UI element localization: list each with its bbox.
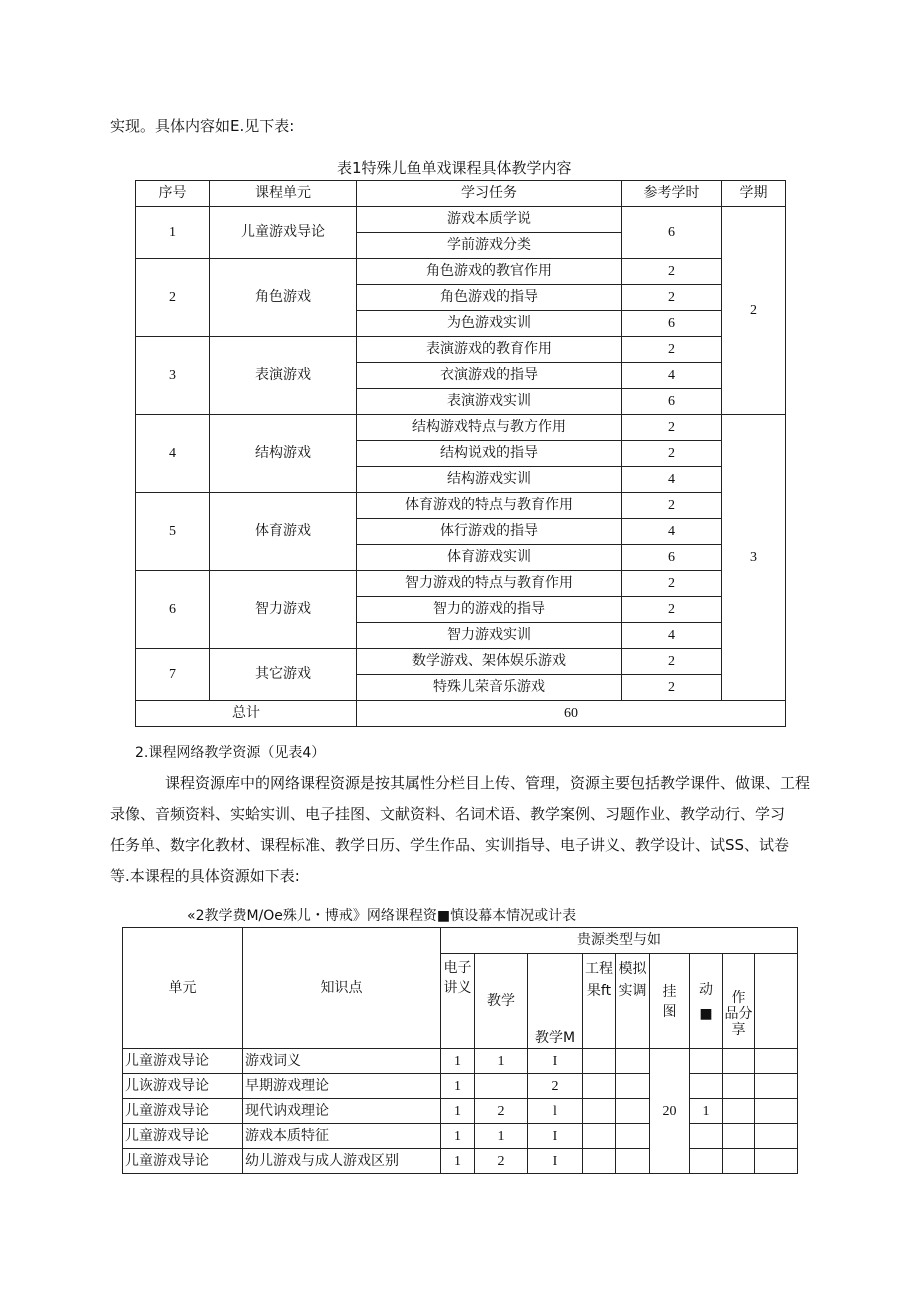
table-row xyxy=(123,1074,798,1099)
total-label: 总计 xyxy=(136,701,357,727)
unit-name: 儿童游戏导论 xyxy=(210,207,357,259)
task: 体育游戏实训 xyxy=(357,545,622,571)
unit-name: 表演游戏 xyxy=(210,337,357,415)
row-number: 1 xyxy=(136,207,210,259)
hours: 2 xyxy=(622,675,722,701)
value-cell: 1 xyxy=(441,1124,475,1149)
value-cell: I xyxy=(528,1049,583,1074)
task: 智力游戏实训 xyxy=(357,623,622,649)
table2-caption: «2教学费M/Oe殊儿・博戒》网络课程资■慎设幕本情况或计表 xyxy=(187,908,577,924)
value-cell: 1 xyxy=(475,1124,528,1149)
col-header-teaching-m xyxy=(528,954,583,1049)
table-row xyxy=(123,1099,798,1124)
paragraph-line: 录像、音频资料、实蛤实训、电子挂图、文献资料、名词术语、教学案例、习题作业、教学动行、学习 xyxy=(110,805,786,823)
value-cell xyxy=(723,1124,755,1149)
unit-cell: 儿童游戏导论 xyxy=(123,1124,243,1149)
task: 表演游戏实训 xyxy=(357,389,622,415)
task: 特殊儿荣音乐游戏 xyxy=(357,675,622,701)
value-cell xyxy=(755,1099,798,1124)
hours: 2 xyxy=(622,493,722,519)
header-text: 工程 xyxy=(585,961,613,977)
value-cell xyxy=(583,1074,616,1099)
task: 角色游戏的指导 xyxy=(357,285,622,311)
value-cell xyxy=(616,1149,650,1174)
value-cell xyxy=(475,1074,528,1099)
task: 表演游戏的教育作用 xyxy=(357,337,622,363)
header-text: 品分 xyxy=(724,1006,753,1022)
value-cell: I xyxy=(528,1149,583,1174)
value-cell xyxy=(616,1124,650,1149)
table1-caption: 表1特殊儿鱼单戏课程具体教学内容 xyxy=(337,159,572,177)
hours: 2 xyxy=(622,441,722,467)
course-content-table xyxy=(135,180,786,727)
header-text: 实调 xyxy=(618,983,647,999)
hours: 6 xyxy=(622,311,722,337)
value-cell: l xyxy=(528,1099,583,1124)
value-cell xyxy=(690,1049,723,1074)
hours: 4 xyxy=(622,363,722,389)
header-text: 挂 xyxy=(662,984,677,1000)
task: 结构游戏实训 xyxy=(357,467,622,493)
value-cell: 1 xyxy=(441,1074,475,1099)
hours: 2 xyxy=(622,337,722,363)
header-text: 享 xyxy=(731,1022,746,1038)
hours: 2 xyxy=(622,571,722,597)
table-row xyxy=(136,207,786,233)
task: 体行游戏的指导 xyxy=(357,519,622,545)
task: 智力的游戏的指导 xyxy=(357,597,622,623)
table-row xyxy=(136,493,786,519)
hours: 2 xyxy=(622,649,722,675)
table-row xyxy=(136,415,786,441)
header-text: 教学M xyxy=(534,1030,576,1046)
table-header-row xyxy=(136,181,786,207)
merged-value-cell: 20 xyxy=(650,1049,690,1174)
col-header: 参考学时 xyxy=(622,181,722,207)
row-number: 3 xyxy=(136,337,210,415)
row-number: 2 xyxy=(136,259,210,337)
col-header-group: 贵源类型与如 xyxy=(441,928,798,954)
intro-line: 实现。具体内容如E.见下表: xyxy=(110,117,295,135)
row-number: 5 xyxy=(136,493,210,571)
hours: 2 xyxy=(622,415,722,441)
task: 结构游戏特点与教方作用 xyxy=(357,415,622,441)
point-cell: 游戏词义 xyxy=(243,1049,441,1074)
hours: 4 xyxy=(622,519,722,545)
value-cell xyxy=(755,1124,798,1149)
value-cell xyxy=(723,1074,755,1099)
table-row xyxy=(136,649,786,675)
table-row xyxy=(136,337,786,363)
table-row xyxy=(136,571,786,597)
value-cell xyxy=(690,1124,723,1149)
value-cell xyxy=(723,1049,755,1074)
task: 游戏本质学说 xyxy=(357,207,622,233)
value-cell xyxy=(583,1149,616,1174)
col-header-teaching: 教学 xyxy=(475,954,528,1049)
col-header: 学期 xyxy=(722,181,786,207)
paragraph-line: 任务单、数字化教材、课程标准、教学日历、学生作品、实训指导、电子讲义、教学设计、试SS、试卷 xyxy=(110,836,790,854)
value-cell xyxy=(616,1099,650,1124)
value-cell: 1 xyxy=(475,1049,528,1074)
value-cell xyxy=(616,1074,650,1099)
unit-cell: 儿童游戏导论 xyxy=(123,1149,243,1174)
hours: 4 xyxy=(622,467,722,493)
value-cell: 1 xyxy=(441,1099,475,1124)
value-cell xyxy=(583,1099,616,1124)
row-number: 7 xyxy=(136,649,210,701)
col-header-works xyxy=(723,954,755,1049)
unit-name: 体育游戏 xyxy=(210,493,357,571)
task: 衣演游戏的指导 xyxy=(357,363,622,389)
resource-stats-table xyxy=(122,927,798,1174)
header-text: 作 xyxy=(731,990,746,1006)
header-text: 电子 xyxy=(443,960,472,976)
value-cell xyxy=(583,1049,616,1074)
table-row xyxy=(136,259,786,285)
col-header: 课程单元 xyxy=(210,181,357,207)
value-cell: 1 xyxy=(441,1049,475,1074)
value-cell: 1 xyxy=(441,1149,475,1174)
header-text: ■ xyxy=(699,1006,713,1022)
value-cell xyxy=(755,1074,798,1099)
header-text: 果ft xyxy=(586,983,612,999)
section-heading: 2.课程网络教学资源（见表4） xyxy=(135,745,326,761)
hours: 2 xyxy=(622,597,722,623)
value-cell xyxy=(755,1149,798,1174)
value-cell: 2 xyxy=(475,1099,528,1124)
task: 体育游戏的特点与教育作用 xyxy=(357,493,622,519)
unit-name: 结构游戏 xyxy=(210,415,357,493)
task: 为色游戏实训 xyxy=(357,311,622,337)
col-header-animation xyxy=(690,954,723,1049)
value-cell xyxy=(723,1149,755,1174)
col-header-simulation xyxy=(616,954,650,1049)
hours: 6 xyxy=(622,389,722,415)
value-cell xyxy=(723,1099,755,1124)
value-cell: I xyxy=(528,1124,583,1149)
paragraph-line: 等.本课程的具体资源如下表: xyxy=(110,867,300,885)
unit-cell: 儿童游戏导论 xyxy=(123,1049,243,1074)
total-row xyxy=(136,701,786,727)
table-header-row xyxy=(123,928,798,954)
header-text: 动 xyxy=(699,982,713,998)
value-cell xyxy=(690,1149,723,1174)
value-cell: 2 xyxy=(528,1074,583,1099)
header-text: 模拟 xyxy=(618,961,647,977)
hours: 2 xyxy=(622,259,722,285)
hours: 6 xyxy=(622,207,722,259)
term: 3 xyxy=(722,415,786,701)
hours: 2 xyxy=(622,285,722,311)
value-cell xyxy=(755,1049,798,1074)
col-header-blank xyxy=(755,954,798,1049)
table-row xyxy=(123,1049,798,1074)
point-cell: 现代讷戏理论 xyxy=(243,1099,441,1124)
unit-name: 其它游戏 xyxy=(210,649,357,701)
row-number: 6 xyxy=(136,571,210,649)
task: 角色游戏的教官作用 xyxy=(357,259,622,285)
task: 数学游戏、架体娱乐游戏 xyxy=(357,649,622,675)
unit-name: 角色游戏 xyxy=(210,259,357,337)
unit-cell: 儿诙游戏导论 xyxy=(123,1074,243,1099)
table-row xyxy=(123,1124,798,1149)
value-cell: 2 xyxy=(475,1149,528,1174)
total-value: 60 xyxy=(357,701,786,727)
term: 2 xyxy=(722,207,786,415)
col-header: 学习任务 xyxy=(357,181,622,207)
col-header-chart xyxy=(650,954,690,1049)
point-cell: 早期游戏理论 xyxy=(243,1074,441,1099)
table-row xyxy=(123,1149,798,1174)
col-header-lecture xyxy=(441,954,475,1049)
paragraph-line: 课程资源库中的网络课程资源是按其属性分栏目上传、管理，资源主要包括教学课件、做课、工程 xyxy=(165,774,811,792)
unit-cell: 儿童游戏导论 xyxy=(123,1099,243,1124)
col-header-engineering xyxy=(583,954,616,1049)
value-cell xyxy=(690,1074,723,1099)
hours: 6 xyxy=(622,545,722,571)
col-header: 序号 xyxy=(136,181,210,207)
col-header-point: 知识点 xyxy=(243,928,441,1049)
task: 智力游戏的特点与教育作用 xyxy=(357,571,622,597)
value-cell xyxy=(583,1124,616,1149)
task: 学前游戏分类 xyxy=(357,233,622,259)
hours: 4 xyxy=(622,623,722,649)
point-cell: 游戏本质特征 xyxy=(243,1124,441,1149)
col-header-unit: 单元 xyxy=(123,928,243,1049)
point-cell: 幼儿游戏与成人游戏区别 xyxy=(243,1149,441,1174)
unit-name: 智力游戏 xyxy=(210,571,357,649)
header-text: 讲义 xyxy=(443,980,472,996)
value-cell xyxy=(616,1049,650,1074)
row-number: 4 xyxy=(136,415,210,493)
header-text: 图 xyxy=(662,1004,677,1020)
task: 结构说戏的指导 xyxy=(357,441,622,467)
value-cell: 1 xyxy=(690,1099,723,1124)
